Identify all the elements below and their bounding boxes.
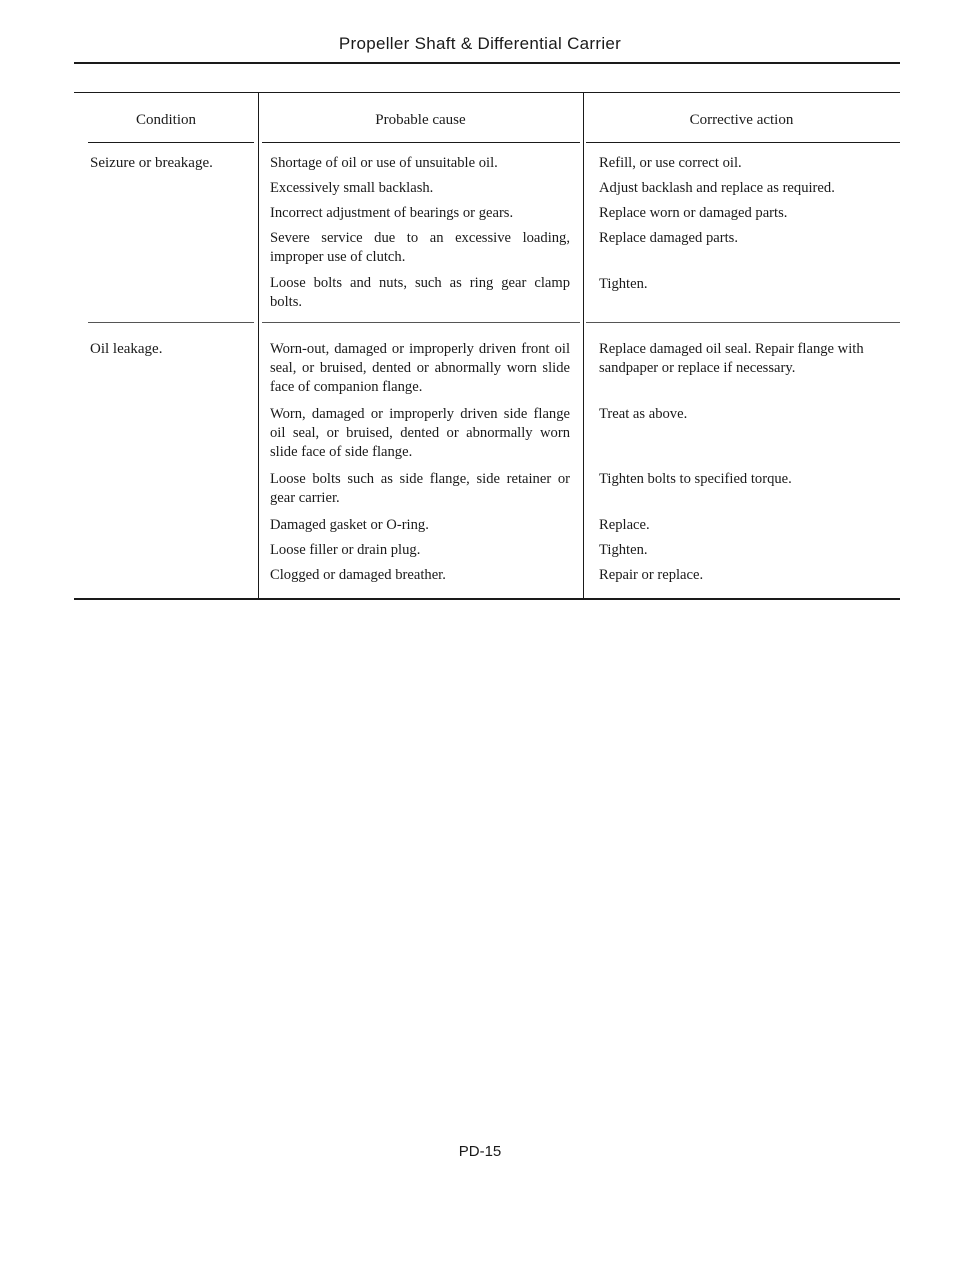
table-top-rule bbox=[74, 92, 900, 93]
cause-item: Clogged or damaged breather. bbox=[270, 567, 446, 583]
action-item: Replace. bbox=[599, 517, 650, 533]
action-item: Repair or replace. bbox=[599, 567, 704, 583]
group-separator bbox=[586, 322, 900, 323]
action-item: Replace worn or damaged parts. bbox=[599, 205, 788, 221]
action-item: Tighten. bbox=[599, 542, 648, 558]
action-item: Treat as above. bbox=[599, 406, 688, 422]
condition-seizure: Seizure or breakage. bbox=[90, 155, 213, 171]
troubleshooting-table bbox=[74, 92, 900, 600]
header-underline-cause bbox=[262, 142, 580, 143]
header-underline-condition bbox=[88, 142, 254, 143]
header-rule bbox=[74, 62, 900, 64]
page-number: PD-15 bbox=[458, 1143, 502, 1160]
cause-item: Severe service due to an excessive loading, improper use of clutch. bbox=[270, 230, 570, 265]
column-header-probable-cause: Probable cause bbox=[375, 112, 466, 128]
cause-item: Worn-out, damaged or improperly driven front oil seal, or bruised, dented or abnormally worn slide face of companion flange. bbox=[270, 341, 570, 395]
column-divider-2 bbox=[583, 92, 584, 598]
action-item: Replace damaged parts. bbox=[599, 230, 738, 246]
cause-item: Excessively small backlash. bbox=[270, 180, 434, 196]
cause-item: Incorrect adjustment of bearings or gears. bbox=[270, 205, 514, 221]
action-item: Replace damaged oil seal. Repair flange with sandpaper or replace if necessary. bbox=[599, 341, 864, 376]
header-underline-action bbox=[586, 142, 900, 143]
table-bottom-rule bbox=[74, 598, 900, 600]
action-item: Tighten. bbox=[599, 276, 648, 292]
column-header-corrective-action: Corrective action bbox=[689, 112, 794, 128]
column-divider-1 bbox=[258, 92, 259, 598]
group-separator bbox=[262, 322, 580, 323]
condition-oil-leakage: Oil leakage. bbox=[90, 341, 163, 357]
page-title: Propeller Shaft & Differential Carrier bbox=[338, 34, 622, 53]
column-header-condition: Condition bbox=[135, 112, 196, 128]
action-item: Adjust backlash and replace as required. bbox=[599, 180, 835, 196]
cause-item: Shortage of oil or use of unsuitable oil. bbox=[270, 155, 498, 171]
cause-item: Loose bolts and nuts, such as ring gear clamp bolts. bbox=[270, 275, 570, 310]
cause-item: Damaged gasket or O-ring. bbox=[270, 517, 429, 533]
cause-item: Loose filler or drain plug. bbox=[270, 542, 421, 558]
cause-item: Loose bolts such as side flange, side retainer or gear carrier. bbox=[270, 471, 570, 506]
action-item: Tighten bolts to specified torque. bbox=[599, 471, 792, 487]
cause-item: Worn, damaged or improperly driven side flange oil seal, or bruised, dented or abnormally worn slide face of side flange. bbox=[270, 406, 570, 460]
action-item: Refill, or use correct oil. bbox=[599, 155, 742, 171]
group-separator bbox=[88, 322, 254, 323]
